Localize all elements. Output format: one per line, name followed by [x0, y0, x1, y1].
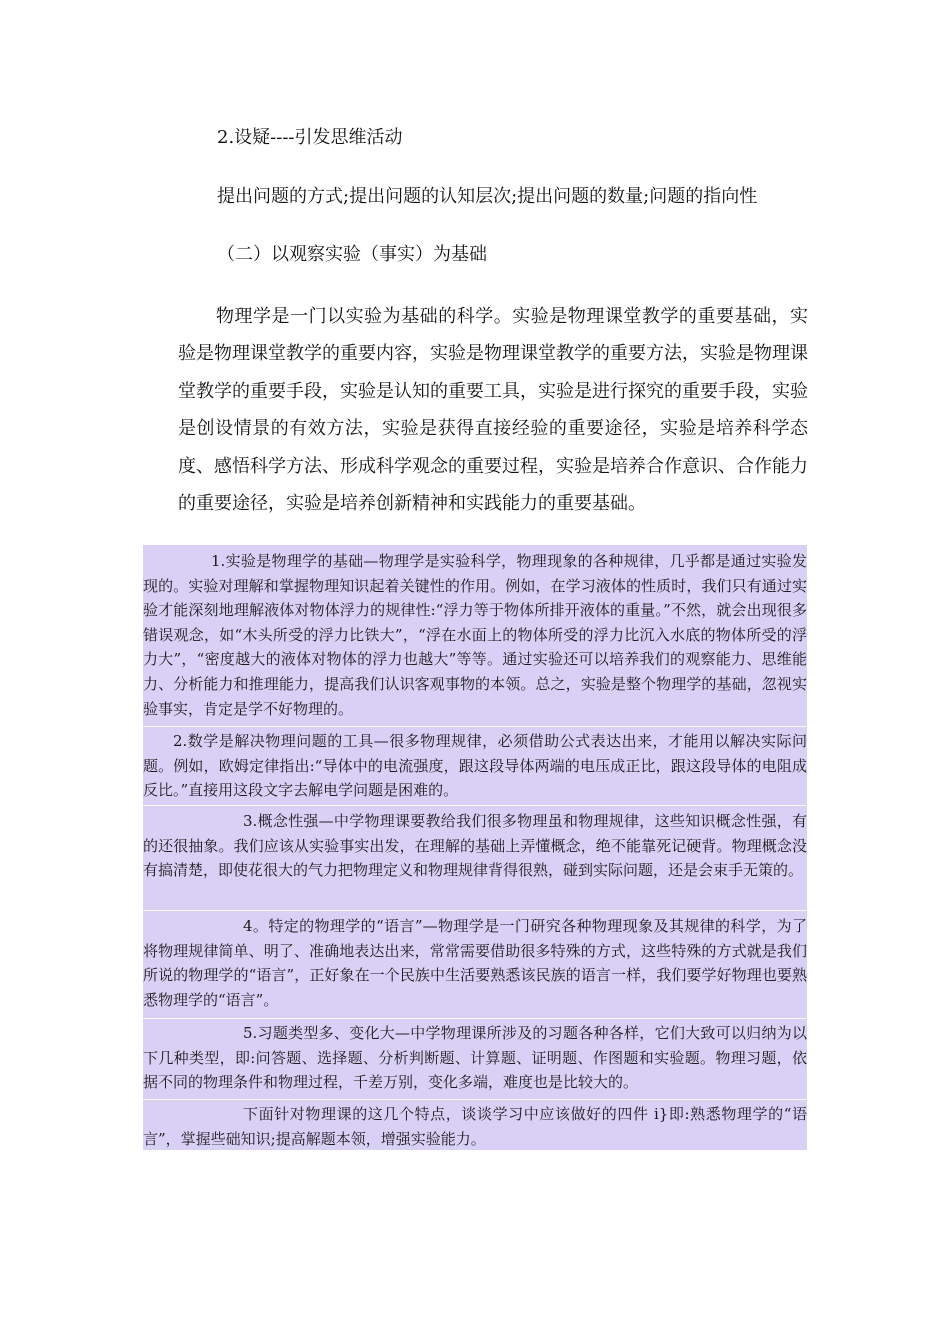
divider: [143, 805, 807, 806]
divider: [143, 726, 807, 727]
highlight-item-text: 1.实验是物理学的基础—物理学是实验科学，物理现象的各种规律，几乎都是通过实验发现的。实验对理解和掌握物理知识起着关键性的作用。例如，在学习液体的性质时，我们只有通过实验才能深刻地理解液体对物体浮力的规律性:“浮力等于物体所排开液体的重量。”不然，就会出现很多错误观念，如“木头所受的浮力比铁大”，“浮在水面上的物体所受的浮力比沉入水底的物体所受的浮力大”，“密度越大的液体对物体的浮力也越大”等等。通过实验还可以培养我们的观察能力、思维能力、分析能力和推理能力，提高我们认识客观事物的本领。总之，实验是整个物理学的基础，忽视实验事实，肯定是学不好物理的。: [143, 552, 807, 718]
highlight-item-3: [143, 809, 807, 883]
heading-2: 2.设疑----引发思维活动: [217, 127, 403, 148]
highlight-item-text: 4。特定的物理学的“语言”—物理学是一门研究各种物理现象及其规律的科学，为了将物理规律简单、明了、准确地表达出来，常常需要借助很多特殊的方式，这些特殊的方式就是我们所说的物理学的“语言”，正好象在一个民族中生活要熟悉该民族的语言一样，我们要学好物理也要熟悉物理学的“语言”。: [143, 917, 807, 1009]
highlight-item-6: [143, 1102, 807, 1151]
highlight-item-5: [143, 1021, 807, 1095]
highlight-item-text: 3.概念性强—中学物理课要教给我们很多物理虽和物理规律，这些知识概念性强，有的还很抽象。我们应该从实验事实出发，在理解的基础上弄懂概念，绝不能靠死记硬背。物理概念没有搞清楚，即使花很大的气力把物理定义和物理规律背得很熟，碰到实际问题，还是会束手无策的。: [143, 812, 807, 880]
highlight-item-text: 2.数学是解决物理问题的工具—很多物理规律，必须借助公式表达出来，才能用以解决实际问题。例如，欧姆定律指出:“导体中的电流强度，跟这段导体两端的电压成正比，跟这段导体的电阻成反比。”直接用这段文字去解电学问题是困难的。: [143, 732, 807, 800]
highlight-item-4: [143, 914, 807, 1012]
divider: [143, 910, 807, 911]
highlight-item-text: 5.习题类型多、变化大—中学物理课所涉及的习题各种各样，它们大致可以归纳为以下几种类型，即:问答题、选择题、分析判断题、计算题、证明题、作图题和实验题。物理习题，依据不同的物理条件和物理过程，千差万别，变化多端，难度也是比较大的。: [143, 1024, 807, 1092]
divider: [143, 1018, 807, 1019]
main-paragraph: 物理学是一门以实验为基础的科学。实验是物理课堂教学的重要基础，实验是物理课堂教学的重要内容，实验是物理课堂教学的重要方法，实验是物理课堂教学的重要手段，实验是认知的重要工具，实验是进行探究的重要手段，实验是创设情景的有效方法，实验是获得直接经验的重要途径，实验是培养科学态度、感悟科学方法、形成科学观念的重要过程，实验是培养合作意识、合作能力的重要途径，实验是培养创新精神和实践能力的重要基础。: [178, 306, 808, 515]
section-title: （二）以观察实验（事实）为基础: [217, 244, 487, 265]
highlight-item-text: 下面针对物理课的这几个特点，谈谈学习中应该做好的四件 i}即:熟悉物理学的“语言”，掌握些础知识;提高解题本领，增强实验能力。: [143, 1105, 807, 1148]
highlight-item-2: [143, 729, 807, 803]
divider: [143, 1099, 807, 1100]
question-line: 提出问题的方式;提出问题的认知层次;提出问题的数量;问题的指向性: [217, 186, 758, 207]
highlight-item-1: [143, 549, 807, 721]
